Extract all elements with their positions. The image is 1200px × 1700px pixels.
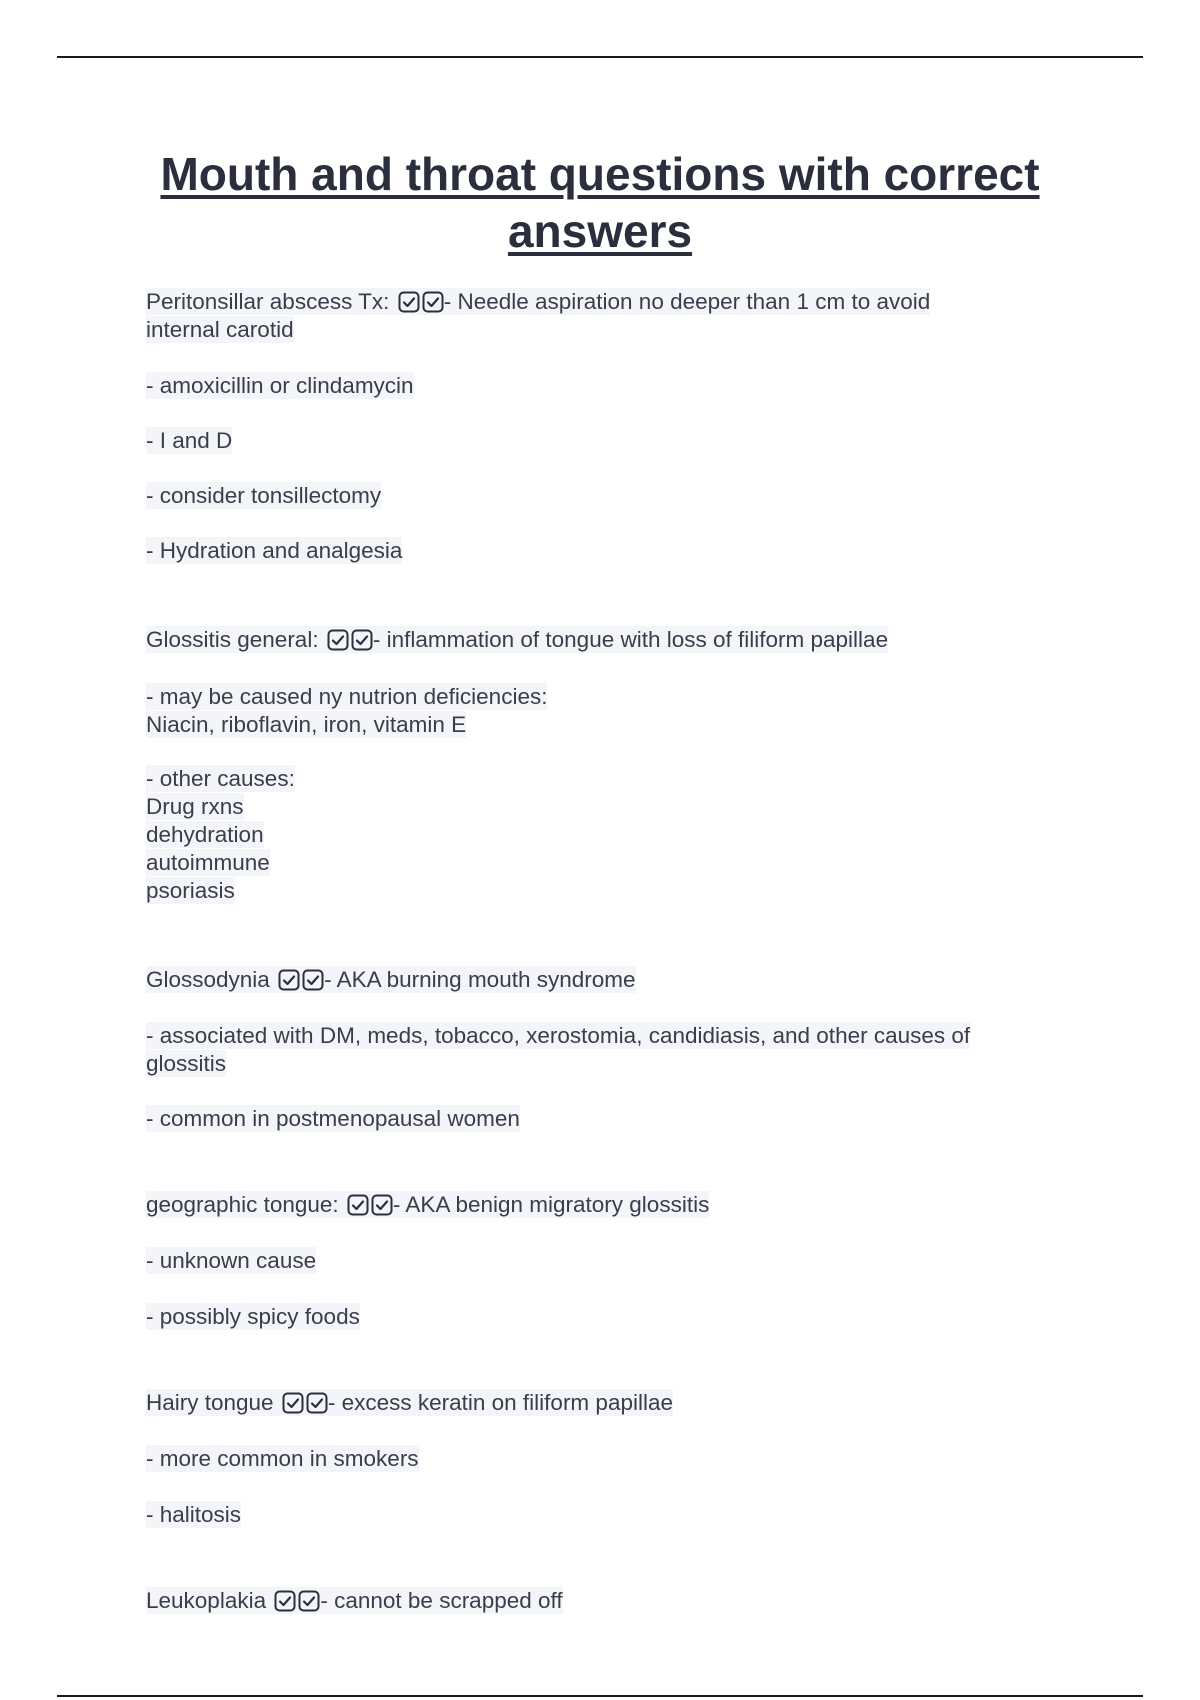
answer-line: - unknown cause: [146, 1248, 317, 1273]
answer-line: - more common in smokers: [146, 1446, 419, 1471]
answer-line: - amoxicillin or clindamycin: [146, 373, 414, 398]
answer-line: - halitosis: [146, 1502, 242, 1527]
bottom-rule: [57, 1695, 1143, 1697]
answer-line: - consider tonsillectomy: [146, 483, 382, 508]
question-term: Glossodynia: [146, 967, 270, 992]
answer-line: - possibly spicy foods: [146, 1304, 360, 1329]
answer-line: - may be caused ny nutrion deficiencies: Niacin, riboflavin, iron, vitamin E: [146, 684, 548, 737]
answer-text: - Needle aspiration no deeper than 1 cm to avoid internal carotid: [146, 289, 931, 342]
checkbox-checked-icon: [306, 1392, 328, 1414]
answer-line: - Hydration and analgesia: [146, 538, 403, 563]
question-term: Peritonsillar abscess Tx:: [146, 289, 390, 314]
qa-entry: [146, 598, 1046, 654]
checkbox-checked-icon: [282, 1392, 304, 1414]
answer-text: - AKA benign migratory glossitis: [392, 1192, 710, 1217]
qa-entry: [146, 1559, 1046, 1615]
qa-entry: [146, 938, 1046, 994]
question-term: Glossitis general:: [146, 627, 319, 652]
answer-line: - associated with DM, meds, tobacco, xerostomia, candidiasis, and other causes of glossitis: [146, 1023, 971, 1076]
checkbox-checked-icon: [351, 629, 373, 651]
checkbox-checked-icon: [274, 1590, 296, 1612]
checkbox-checked-icon: [422, 291, 444, 313]
answer-line: - I and D: [146, 428, 233, 453]
answer-text: - inflammation of tongue with loss of filiform papillae: [372, 627, 889, 652]
answer-text: - AKA burning mouth syndrome: [324, 967, 636, 992]
top-rule: [57, 56, 1143, 58]
checkbox-checked-icon: [278, 969, 300, 991]
document-title: Mouth and throat questions with correct answers: [160, 148, 1040, 257]
checkbox-checked-icon: [302, 969, 324, 991]
answer-line: - common in postmenopausal women: [146, 1106, 520, 1131]
checkbox-checked-icon: [347, 1194, 369, 1216]
qa-content: [146, 260, 1046, 1615]
question-term: Hairy tongue: [146, 1390, 274, 1415]
checkbox-checked-icon: [298, 1590, 320, 1612]
qa-entry: [146, 1163, 1046, 1219]
qa-entry: [146, 260, 1046, 344]
answer-text: - excess keratin on filiform papillae: [327, 1390, 673, 1415]
checkbox-checked-icon: [371, 1194, 393, 1216]
question-term: geographic tongue:: [146, 1192, 339, 1217]
qa-entry: [146, 1361, 1046, 1417]
question-term: Leukoplakia: [146, 1588, 267, 1613]
answer-line: - other causes: Drug rxns dehydration autoimmune psoriasis: [146, 766, 295, 903]
checkbox-checked-icon: [398, 291, 420, 313]
checkbox-checked-icon: [327, 629, 349, 651]
answer-text: - cannot be scrapped off: [320, 1588, 563, 1613]
